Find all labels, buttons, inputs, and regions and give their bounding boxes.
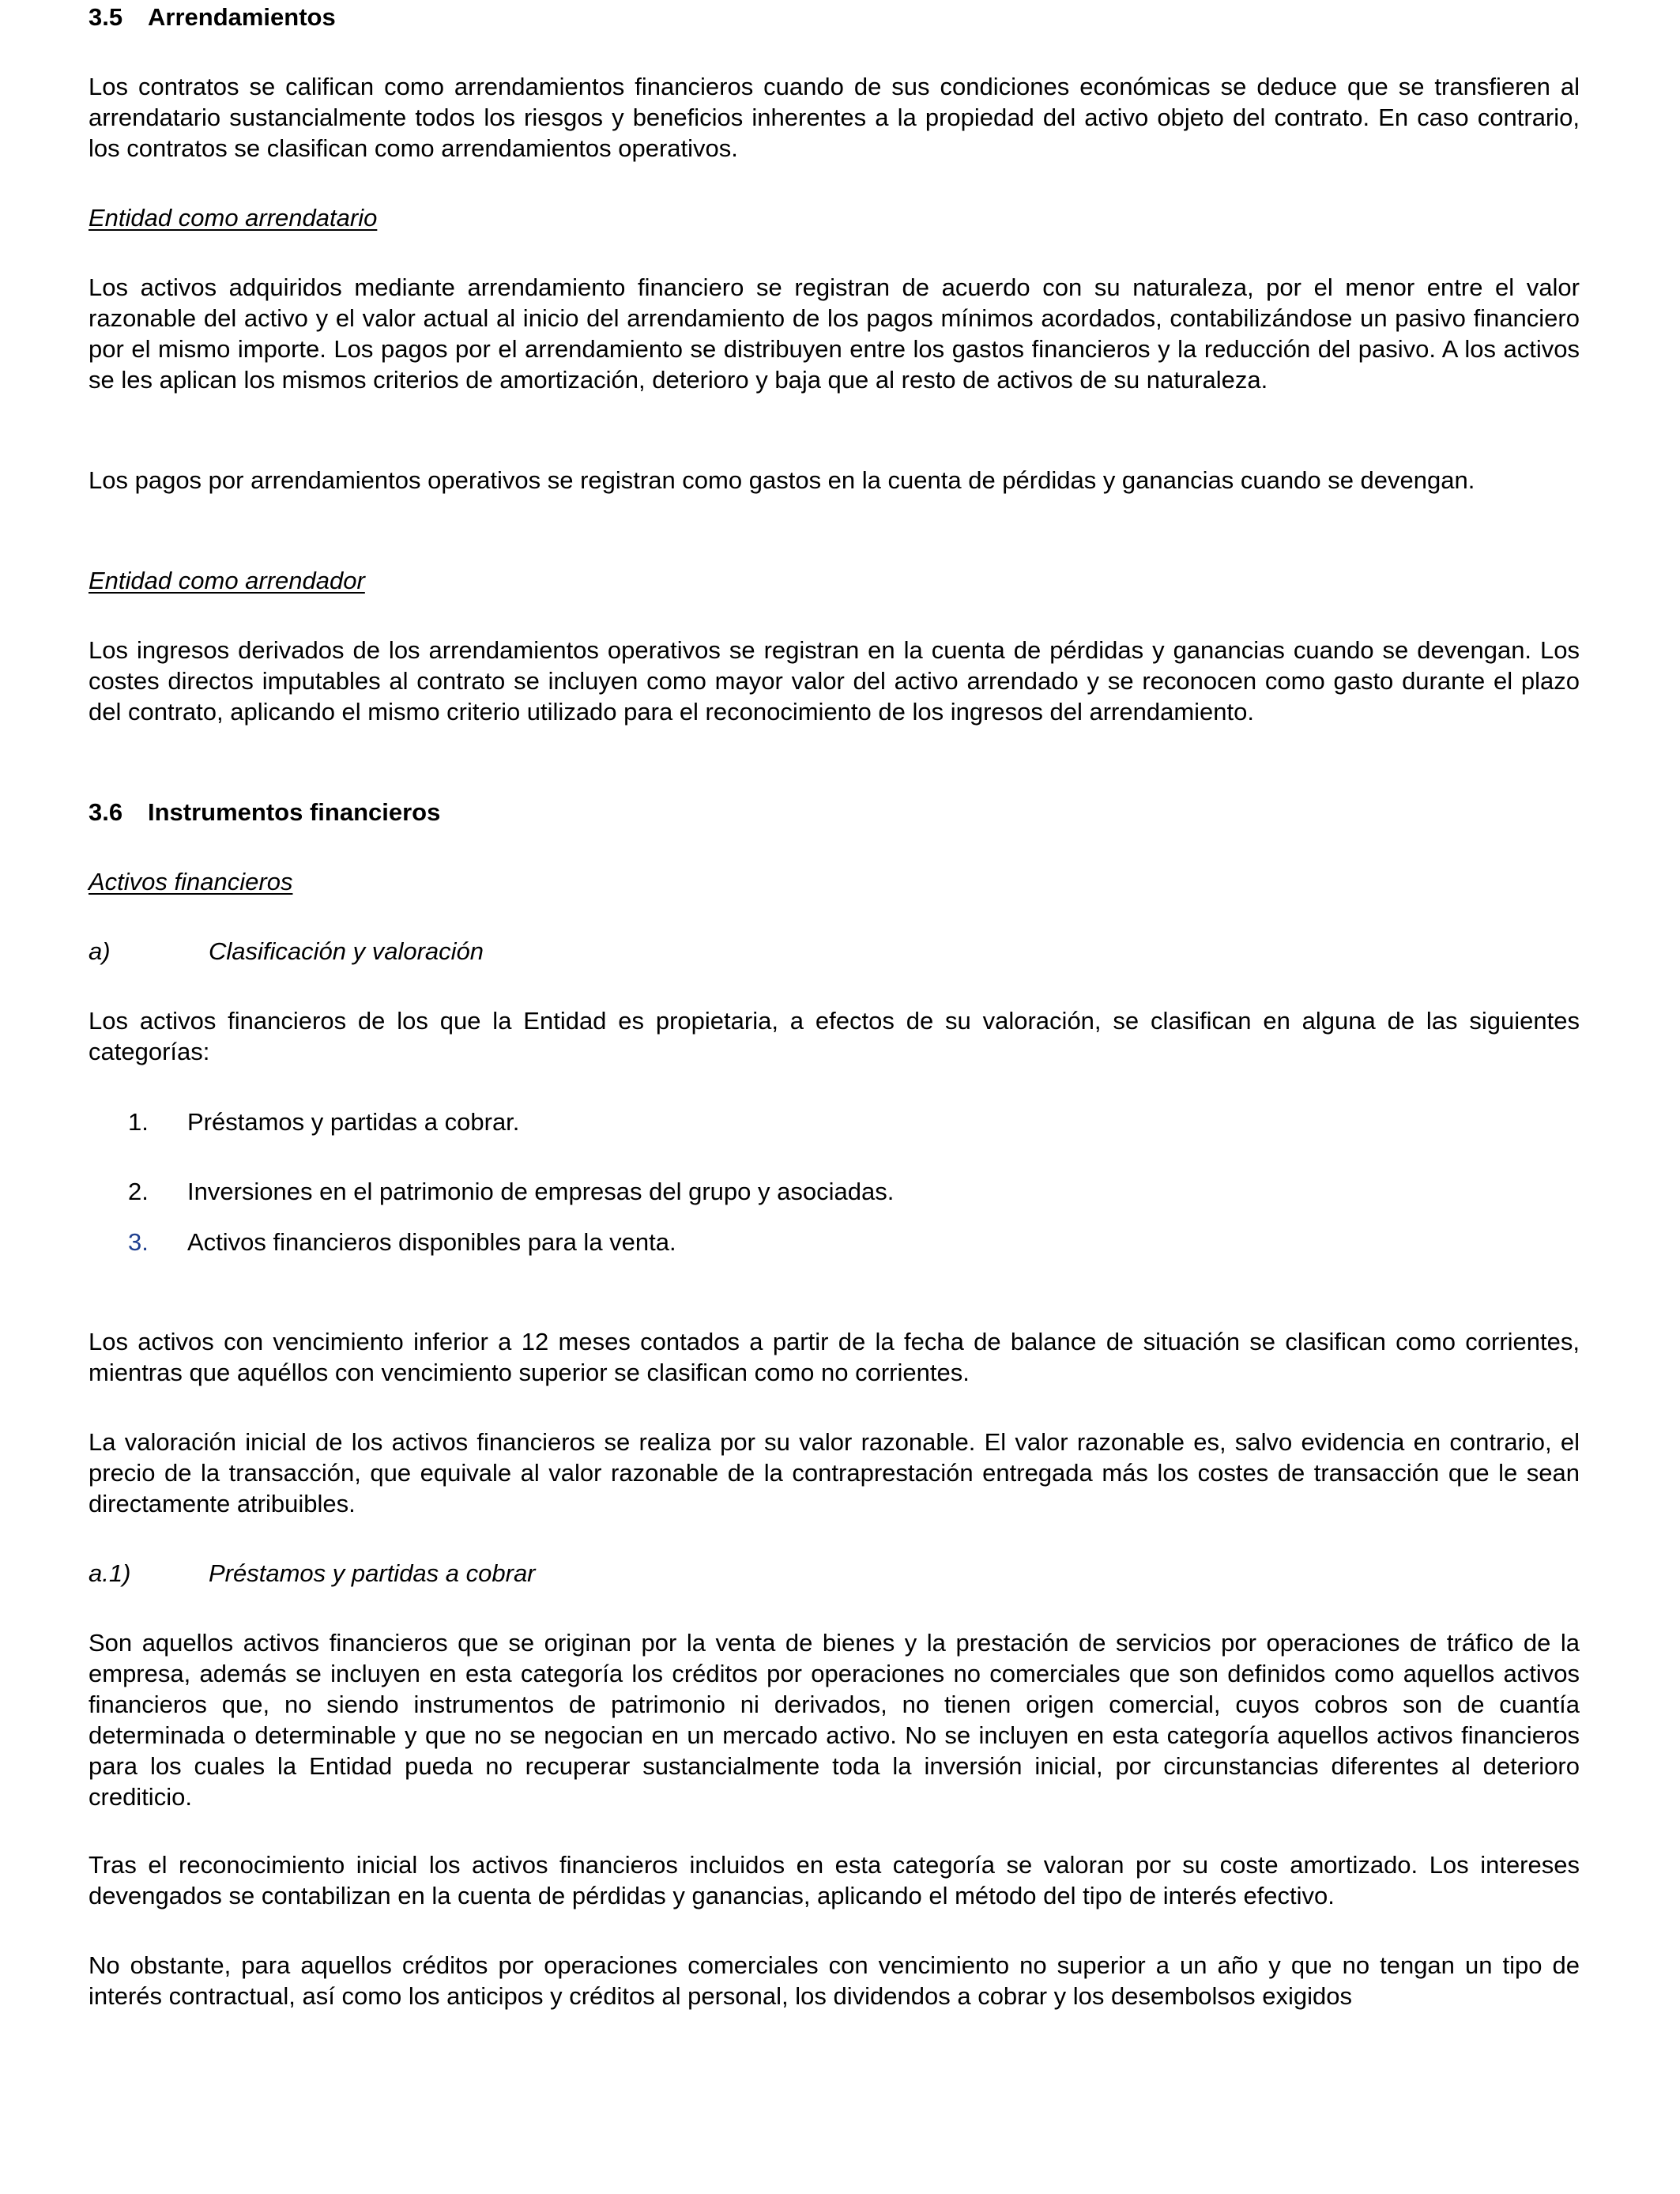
list-item-number: 2. — [128, 1178, 149, 1205]
financial-assets-subheading: Activos financieros — [89, 868, 293, 895]
list-item-text: Préstamos y partidas a cobrar. — [187, 1108, 520, 1136]
section-number: 3.6 — [89, 798, 123, 826]
list-item — [128, 1227, 1580, 1257]
section-title: Instrumentos financieros — [148, 798, 441, 826]
list-item-number: 1. — [128, 1108, 149, 1136]
section-title: Arrendamientos — [148, 3, 336, 31]
amortized-cost-paragraph: Tras el reconocimiento inicial los activos financieros incluidos en esta categoría se valoran por su coste amortizado. Los intereses devengados se contabilizan en la cuenta de pérdidas y ganancias, aplicando el método del tipo de interés efectivo. — [89, 1851, 1580, 1909]
lessor-subheading: Entidad como arrendador — [89, 567, 365, 594]
subsection-title: Clasificación y valoración — [209, 937, 484, 965]
section-heading-3-6 — [89, 797, 1580, 827]
list-item-text: Inversiones en el patrimonio de empresas del grupo y asociadas. — [187, 1178, 895, 1205]
list-item-number: 3. — [128, 1228, 149, 1256]
lessee-paragraph-1: Los activos adquiridos mediante arrendamiento financiero se registran de acuerdo con su naturaleza, por el menor entre el valor razonable del activo y el valor actual al inicio del arrendamiento de los pagos mínimos acordados, contabilizándose un pasivo financiero por el mismo importe. Los pagos por el arrendamiento se distribuyen entre los gastos financieros y la reducción del pasivo. A los activos se les aplican los mismos criterios de amortización, deterioro y baja que al resto de activos de su naturaleza. — [89, 273, 1580, 394]
initial-valuation-paragraph: La valoración inicial de los activos financieros se realiza por su valor razonable. El valor razonable es, salvo evidencia en contrario, el precio de la transacción, que equivale al valor razonable de la contraprestación entregada más los costes de transacción que le sean directamente atribuibles. — [89, 1428, 1580, 1517]
subsection-mark: a.1) — [89, 1559, 131, 1587]
loans-paragraph: Son aquellos activos financieros que se originan por la venta de bienes y la prestación de servicios por operaciones de tráfico de la empresa, además se incluyen en esta categoría los créditos por operaciones no comerciales que son definidos como aquellos activos financieros que, no siendo instrumentos de patrimonio ni derivados, no tienen origen comercial, cuyos cobros son de cuantía determinada o determinable y que no se negocian en un mercado activo. No se incluyen en esta categoría aquellos activos financieros para los cuales la Entidad pueda no recuperar sustancialmente toda la inversión inicial, por circunstancias diferentes al deterioro crediticio. — [89, 1629, 1580, 1811]
list-item-text: Activos financieros disponibles para la venta. — [187, 1228, 676, 1256]
maturity-paragraph: Los activos con vencimiento inferior a 12 meses contados a partir de la fecha de balance de situación se clasifican como corrientes, mientras que aquéllos con vencimiento superior se clasifican como no corrientes. — [89, 1328, 1580, 1386]
subsection-title: Préstamos y partidas a cobrar — [209, 1559, 536, 1587]
subsection-a1-heading — [89, 1558, 1580, 1589]
subsection-mark: a) — [89, 937, 111, 965]
lessor-paragraph-1: Los ingresos derivados de los arrendamientos operativos se registran en la cuenta de pérdidas y ganancias cuando se devengan. Los costes directos imputables al contrato se incluyen como mayor valor del activo arrendado y se reconocen como gasto durante el plazo del contrato, aplicando el mismo criterio utilizado para el reconocimiento de los ingresos del arrendamiento. — [89, 636, 1580, 726]
subsection-a-heading — [89, 936, 1580, 967]
however-paragraph: No obstante, para aquellos créditos por operaciones comerciales con vencimiento no superior a un año y que no tengan un tipo de interés contractual, así como los anticipos y créditos al personal, los dividendos a cobrar y los desembolsos exigidos — [89, 1951, 1580, 2010]
leases-intro-paragraph: Los contratos se califican como arrendamientos financieros cuando de sus condiciones económicas se deduce que se transfieren al arrendatario sustancialmente todos los riesgos y beneficios inherentes a la propiedad del activo objeto del contrato. En caso contrario, los contratos se clasifican como arrendamientos operativos. — [89, 73, 1580, 162]
section-number: 3.5 — [89, 3, 123, 31]
list-item — [128, 1176, 1580, 1207]
section-heading-3-5 — [89, 2, 1580, 32]
lessee-paragraph-2: Los pagos por arrendamientos operativos se registran como gastos en la cuenta de pérdidas y ganancias cuando se devengan. — [89, 466, 1475, 494]
list-item — [128, 1106, 1580, 1137]
categories-intro-paragraph: Los activos financieros de los que la Entidad es propietaria, a efectos de su valoración, se clasifican en alguna de las siguientes categorías: — [89, 1007, 1580, 1065]
lessee-subheading: Entidad como arrendatario — [89, 204, 378, 232]
